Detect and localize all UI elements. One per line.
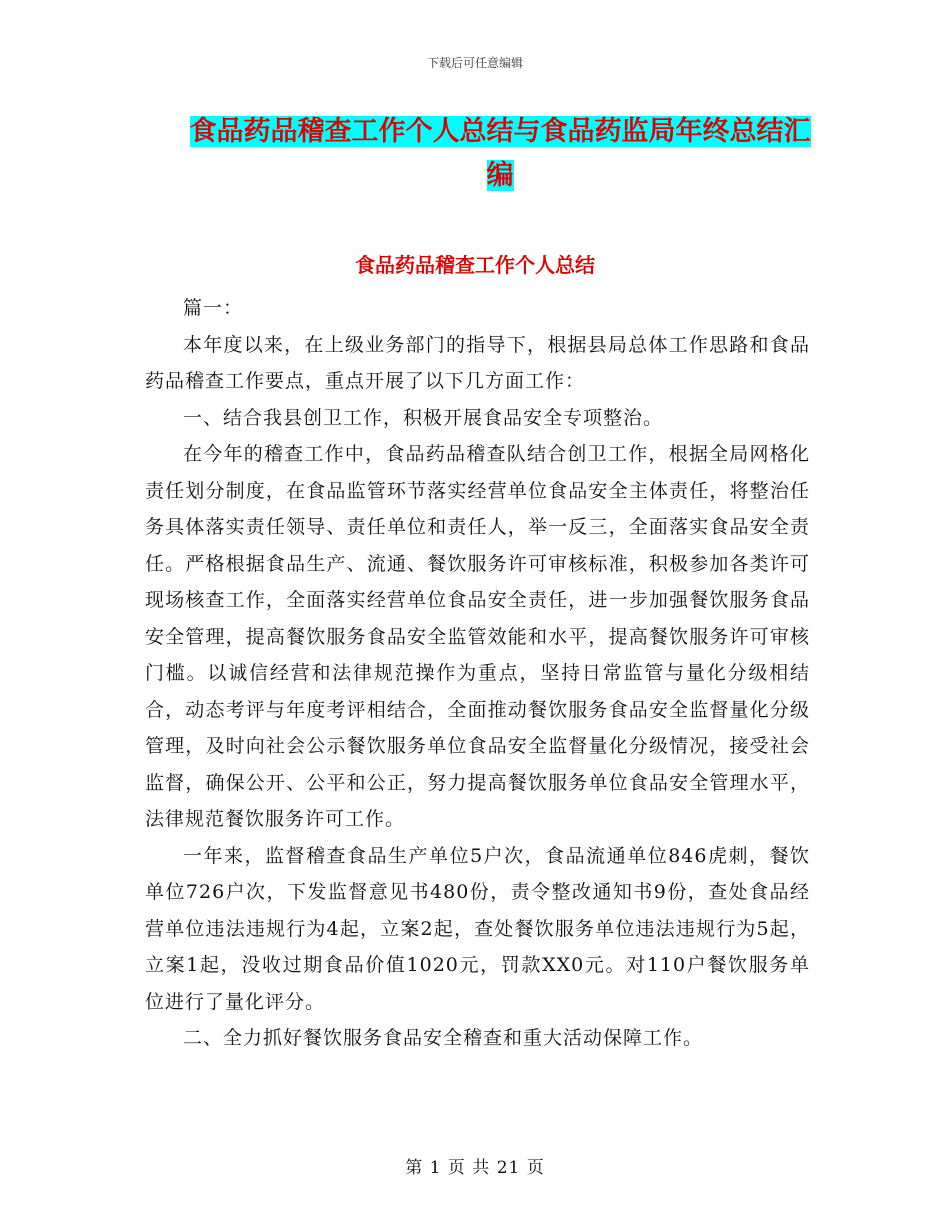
paragraph: 本年度以来，在上级业务部门的指导下，根据县局总体工作思路和食品药品稽查工作要点，重点开展了以下几方面工作： [145,333,810,392]
page-number: 第 1 页 共 21 页 [405,1158,545,1178]
document-body [145,290,810,1057]
section-title: 食品药品稽查工作个人总结 [355,253,595,277]
document-title [185,110,815,198]
paragraph: 二、全力抓好餐饮服务食品安全稽查和重大活动保障工作。 [183,1027,704,1049]
paragraph: 一年来，监督稽查食品生产单位5户次，食品流通单位846虎刺，餐饮单位726户次，下发监督意见书480份，责令整改通知书9份，查处食品经营单位违法违规行为4起，立案2起，查处餐饮服务单位违法违规行为5起，立案1起，没收过期食品价值1020元，罚款XX0元。对110户餐饮服务单位进行了量化评分。 [145,844,810,1013]
document-title-text: 食品药品稽查工作个人总结与食品药监局年终总结汇编 [189,116,811,191]
paragraph: 篇一： [183,297,244,319]
header-note: 下载后可任意编辑 [426,56,523,70]
paragraph: 一、结合我县创卫工作，积极开展食品安全专项整治。 [183,406,664,429]
paragraph: 在今年的稽查工作中，食品药品稽查队结合创卫工作，根据全局网格化责任划分制度，在食品监管环节落实经营单位食品安全主体责任，将整治任务具体落实责任领导、责任单位和责任人，举一反三，全面落实食品安全责任。严格根据食品生产、流通、餐饮服务许可审核标准，积极参加各类许可现场核查工作，全面落实经营单位食品安全责任，进一步加强餐饮服务食品安全管理，提高餐饮服务食品安全监管效能和水平，提高餐饮服务许可审核门槛。以诚信经营和法律规范操作为重点，坚持日常监管与量化分级相结合，动态考评与年度考评相结合，全面推动餐饮服务食品安全监督量化分级管理，及时向社会公示餐饮服务单位食品安全监督量化分级情况，接受社会监督，确保公开、公平和公正，努力提高餐饮服务单位食品安全管理水平，法律规范餐饮服务许可工作。 [145,443,810,830]
